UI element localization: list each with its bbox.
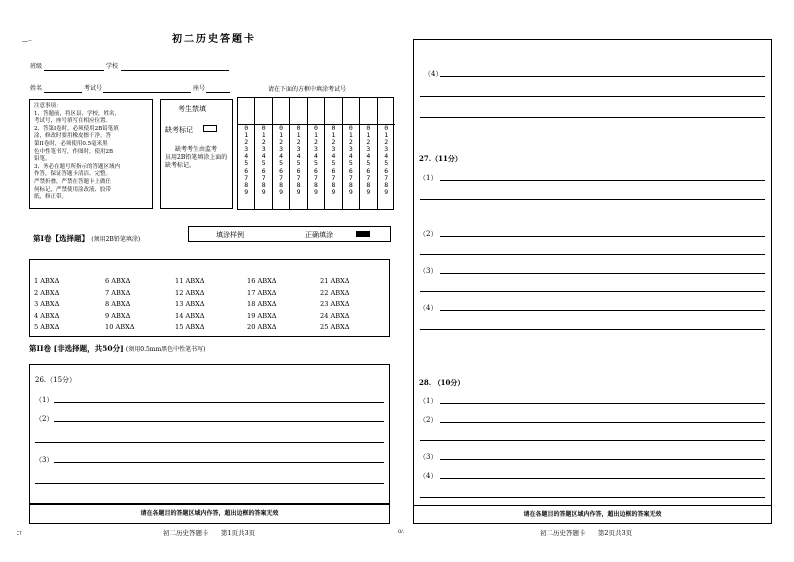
mc-question[interactable]: 13 ABXΔ: [175, 300, 205, 308]
exam-digit[interactable]: 6: [366, 166, 371, 175]
exam-digit[interactable]: 8: [279, 180, 284, 189]
exam-digit[interactable]: 9: [314, 187, 318, 196]
mc-question[interactable]: 14 ABXΔ: [175, 311, 205, 320]
exam-digit[interactable]: 8: [314, 180, 318, 189]
mc-question[interactable]: 15 ABXΔ: [175, 323, 205, 331]
exam-digit[interactable]: 7: [296, 173, 301, 182]
q28-item-3: （3）: [419, 453, 438, 461]
exam-no-label: 考试号: [84, 85, 103, 92]
exam-digit[interactable]: 5: [279, 159, 284, 168]
proctor-desc: [165, 146, 233, 170]
mc-question[interactable]: 21 ABXΔ: [320, 277, 350, 285]
warning-text: 请在各题目的答题区域内作答，超出边框的答案无效: [523, 511, 662, 518]
exam-grid-instruction: 请在下面的方框中填涂考试号: [268, 86, 347, 93]
exam-digit-column[interactable]: [325, 98, 342, 209]
mc-question[interactable]: 11 ABXΔ: [175, 277, 205, 285]
exam-digit[interactable]: 6: [331, 166, 336, 175]
exam-digit[interactable]: 7: [244, 173, 249, 182]
exam-digit[interactable]: 1: [366, 131, 371, 140]
exam-digit[interactable]: 3: [279, 145, 284, 154]
exam-digit[interactable]: 8: [331, 180, 336, 189]
class-label: 班级: [30, 63, 43, 70]
part1-note: (须用2B铅笔填涂): [91, 236, 141, 243]
mc-question[interactable]: 25 ABXΔ: [320, 323, 350, 331]
exam-digit-column[interactable]: [255, 98, 272, 209]
part1-heading: [33, 233, 140, 244]
exam-digit[interactable]: 6: [296, 166, 301, 175]
exam-digit[interactable]: 1: [331, 131, 336, 140]
exam-digit[interactable]: 6: [279, 166, 284, 175]
name-label: 姓名: [30, 85, 43, 92]
exam-digit[interactable]: 2: [366, 138, 371, 147]
part2-title: 第II卷 [非选择题，共50分]: [29, 344, 124, 353]
q27-line[interactable]: [440, 180, 765, 181]
correct-label: 正确填涂: [305, 231, 333, 239]
mc-question[interactable]: 16 ABXΔ: [247, 277, 277, 285]
notes-line: 1、答题前，将区县，学校，姓名，: [34, 110, 121, 117]
mc-question[interactable]: 9 ABXΔ: [105, 311, 131, 320]
notes-line: 作答，保证答题卡清洁、完整。: [34, 171, 112, 178]
exam-digit[interactable]: 2: [244, 138, 249, 147]
exam-digit[interactable]: 0: [366, 124, 371, 132]
exam-digit[interactable]: 1: [244, 131, 249, 140]
exam-digit[interactable]: 5: [331, 159, 336, 168]
notes-line: 第II卷时，必须使用0.5毫米黑: [34, 140, 108, 147]
mc-question[interactable]: 4 ABXΔ: [34, 311, 60, 320]
q28-line[interactable]: [440, 403, 765, 404]
exam-digit[interactable]: 4: [366, 152, 371, 161]
exam-digit[interactable]: 8: [348, 180, 353, 189]
notes-line: 纸、修正带。: [34, 194, 68, 201]
answer-line[interactable]: [420, 117, 765, 118]
exam-digit[interactable]: 9: [348, 187, 353, 196]
exam-digit[interactable]: 9: [296, 187, 301, 196]
q27-line[interactable]: [420, 254, 765, 255]
q27-line[interactable]: [420, 291, 765, 292]
correct-fill-sample: [356, 231, 370, 237]
mc-column: [105, 276, 135, 334]
notes-line: 涂，修改时要用橡皮擦干净。答: [34, 133, 112, 140]
exam-digit[interactable]: 0: [331, 124, 336, 132]
exam-digit-write-cell[interactable]: [378, 98, 395, 125]
exam-no-field[interactable]: [103, 92, 191, 93]
q26-item-3: （3）: [35, 456, 54, 464]
exam-digit[interactable]: 4: [331, 152, 336, 161]
exam-digit[interactable]: 9: [261, 187, 266, 196]
exam-digit[interactable]: 2: [279, 138, 284, 147]
exam-digit[interactable]: 9: [244, 187, 249, 196]
q26-title: 26.（15分）: [35, 376, 77, 384]
mc-question[interactable]: 7 ABXΔ: [105, 288, 131, 297]
exam-digit[interactable]: 0: [296, 124, 301, 132]
exam-digit[interactable]: 7: [261, 173, 266, 182]
proctor-desc-line: 缺考考生由监考: [175, 146, 218, 153]
q26-line[interactable]: [54, 462, 384, 463]
q27-item-3: （3）: [419, 267, 438, 275]
exam-digit[interactable]: 5: [314, 159, 318, 168]
exam-digit-column[interactable]: [343, 98, 360, 209]
exam-digit[interactable]: 5: [296, 159, 301, 168]
q26-line[interactable]: [54, 421, 384, 422]
prev-q-item-4: （4）: [424, 70, 443, 78]
mc-question[interactable]: 2 ABXΔ: [34, 288, 60, 297]
exam-digit[interactable]: 3: [261, 145, 266, 154]
mc-question[interactable]: 24 ABXΔ: [320, 311, 350, 320]
exam-digit-write-cell[interactable]: [360, 98, 376, 125]
mc-question[interactable]: 8 ABXΔ: [105, 300, 131, 308]
exam-digit-write-cell[interactable]: [290, 98, 306, 125]
q28-item-1: （1）: [419, 397, 438, 405]
footer-mid-mark: 0/.: [398, 529, 405, 535]
exam-digit[interactable]: 6: [244, 166, 249, 175]
footer-page-2: 初二历史答题卡 第2页共3页: [540, 529, 633, 537]
school-field[interactable]: [121, 70, 229, 71]
footer-page-1: 初二历史答题卡 第1页共3页: [163, 529, 256, 537]
q27-item-1: （1）: [419, 174, 438, 182]
exam-digit[interactable]: 9: [279, 187, 284, 196]
mc-question[interactable]: 6 ABXΔ: [105, 277, 131, 285]
q27-title: 27.（11分）: [419, 154, 462, 163]
exam-digit[interactable]: 4: [384, 152, 389, 161]
answer-line[interactable]: [440, 76, 765, 77]
page-title: 初二历史答题卡: [172, 34, 256, 45]
seat-field[interactable]: [206, 92, 230, 93]
exam-digit[interactable]: 3: [244, 145, 249, 154]
exam-digit[interactable]: 0: [384, 124, 389, 132]
exam-digit-write-cell[interactable]: [238, 98, 254, 125]
name-field[interactable]: [44, 92, 82, 93]
exam-digit[interactable]: 7: [314, 173, 318, 182]
exam-digit[interactable]: 9: [366, 187, 371, 196]
q26-line[interactable]: [35, 483, 384, 484]
warning-text: 请在各题目的答题区域内作答，超出边框的答案无效: [140, 510, 279, 517]
exam-digit[interactable]: 9: [331, 187, 336, 196]
exam-digit[interactable]: 2: [331, 138, 336, 147]
q26-item-2: （2）: [35, 415, 54, 423]
exam-digit[interactable]: 6: [314, 166, 318, 175]
footer-left-mark: コ: [16, 529, 23, 537]
legend-box: [188, 226, 391, 242]
exam-digit-column[interactable]: [273, 98, 290, 209]
exam-digit[interactable]: 0: [348, 124, 353, 132]
q27-line[interactable]: [440, 236, 765, 237]
notes-box: [29, 99, 153, 209]
exam-digit[interactable]: 2: [261, 138, 266, 147]
exam-digit[interactable]: 5: [261, 159, 266, 168]
proctor-title: 考生禁填: [178, 105, 206, 113]
mc-question[interactable]: 1 ABXΔ: [34, 277, 60, 285]
exam-digit-write-cell[interactable]: [308, 98, 324, 125]
exam-digit[interactable]: 8: [384, 180, 389, 189]
mc-column: [247, 276, 277, 334]
exam-digit[interactable]: 3: [366, 145, 371, 154]
exam-digit[interactable]: 8: [244, 180, 249, 189]
part2-heading: [29, 343, 206, 354]
warning-bar-left: [29, 504, 390, 524]
exam-digit-column[interactable]: [308, 98, 325, 209]
notes-line: 2、答第I卷时，必须使用2B铅笔填: [34, 125, 119, 132]
exam-digit[interactable]: 1: [348, 131, 353, 140]
exam-digit[interactable]: 7: [384, 173, 389, 182]
mc-question[interactable]: 17 ABXΔ: [247, 288, 277, 297]
school-label: 学校: [106, 63, 119, 70]
exam-digit-write-cell[interactable]: [325, 98, 341, 125]
part1-title: 第I卷【选择题】: [33, 234, 90, 243]
exam-digit[interactable]: 4: [279, 152, 284, 161]
q27-line[interactable]: [440, 273, 765, 274]
mc-column: [175, 276, 205, 334]
q28-item-4: （4）: [419, 472, 438, 480]
exam-digit[interactable]: 7: [279, 173, 284, 182]
q28-line[interactable]: [420, 497, 765, 498]
q28-line[interactable]: [420, 440, 765, 441]
q26-item-1: （1）: [35, 396, 54, 404]
exam-digit[interactable]: 1: [261, 131, 266, 140]
exam-digit[interactable]: 0: [279, 124, 284, 132]
warning-bar-right: [413, 505, 772, 524]
exam-digit[interactable]: 9: [384, 187, 389, 196]
q28-line[interactable]: [440, 478, 765, 479]
q27-line[interactable]: [420, 329, 765, 330]
exam-digit[interactable]: 5: [244, 159, 249, 168]
q27-line[interactable]: [440, 310, 765, 311]
exam-digit-column[interactable]: [378, 98, 395, 209]
exam-digit[interactable]: 7: [348, 173, 353, 182]
mc-question[interactable]: 10 ABXΔ: [105, 323, 135, 331]
notes-line: 色中性笔书写，作图时，使用2B: [34, 148, 114, 155]
mc-question[interactable]: 5 ABXΔ: [34, 323, 60, 331]
q28-title: 28. （10分）: [419, 378, 465, 387]
q26-line[interactable]: [35, 442, 384, 443]
notes-line: 考试号，座号填写在相应位置。: [34, 118, 112, 125]
exam-digit[interactable]: 2: [296, 138, 301, 147]
multiple-choice-box: [29, 259, 390, 337]
exam-digit[interactable]: 3: [384, 145, 389, 154]
mc-question[interactable]: 12 ABXΔ: [175, 288, 205, 297]
exam-digit-column[interactable]: [238, 98, 255, 209]
mc-column: [34, 276, 59, 334]
exam-digit[interactable]: 5: [384, 159, 389, 168]
mc-question[interactable]: 18 ABXΔ: [247, 300, 277, 308]
part2-note: (须用0.5mm黑色中性笔书写): [125, 346, 206, 353]
exam-digit[interactable]: 7: [366, 173, 371, 182]
mc-question[interactable]: 3 ABXΔ: [34, 300, 60, 308]
corner-mark: —··: [22, 38, 32, 45]
q26-line[interactable]: [54, 402, 384, 403]
exam-digit[interactable]: 3: [314, 145, 318, 154]
exam-digit[interactable]: 1: [314, 131, 318, 140]
exam-digit[interactable]: 3: [296, 145, 301, 154]
exam-digit-column[interactable]: [290, 98, 307, 209]
exam-digit[interactable]: 3: [348, 145, 353, 154]
exam-digit[interactable]: 3: [331, 145, 336, 154]
exam-digit[interactable]: 6: [261, 166, 266, 175]
notes-line: 严禁折叠，严禁在答题卡上做任: [34, 178, 112, 185]
q27-item-2: （2）: [419, 230, 438, 238]
mc-question[interactable]: 22 ABXΔ: [320, 288, 350, 297]
exam-digit-column[interactable]: [360, 98, 377, 209]
mc-question[interactable]: 23 ABXΔ: [320, 300, 350, 308]
mc-question[interactable]: 19 ABXΔ: [247, 311, 277, 320]
proctor-desc-line: 员用2B铅笔填涂上面的: [165, 154, 228, 161]
exam-digit[interactable]: 4: [261, 152, 266, 161]
q27-line[interactable]: [420, 199, 765, 200]
absent-label: 缺考标记: [165, 126, 193, 134]
mc-column: [320, 276, 350, 334]
notes-line: 何标记，严禁使用涂改液、胶带: [34, 186, 112, 193]
exam-digit[interactable]: 5: [366, 159, 371, 168]
exam-digit[interactable]: 0: [244, 124, 249, 132]
exam-digit[interactable]: 8: [366, 180, 371, 189]
class-field[interactable]: [44, 70, 104, 71]
exam-digit[interactable]: 7: [331, 173, 336, 182]
exam-digit[interactable]: 4: [244, 152, 249, 161]
exam-digit[interactable]: 0: [314, 124, 318, 132]
exam-digit[interactable]: 0: [261, 124, 266, 132]
example-label: 填涂样例: [216, 231, 244, 239]
exam-digit[interactable]: 6: [348, 166, 353, 175]
exam-digit[interactable]: 1: [384, 131, 389, 140]
exam-digit-write-cell[interactable]: [255, 98, 271, 125]
exam-digit[interactable]: 1: [296, 131, 301, 140]
exam-digit[interactable]: 2: [348, 138, 353, 147]
exam-digit[interactable]: 4: [348, 152, 353, 161]
notes-title: 注意事项：: [34, 103, 62, 109]
q27-item-4: （4）: [419, 304, 438, 312]
exam-digit[interactable]: 6: [384, 166, 389, 175]
exam-digit-write-cell[interactable]: [273, 98, 289, 125]
exam-digit[interactable]: 1: [279, 131, 284, 140]
exam-digit[interactable]: 4: [296, 152, 301, 161]
q26-answer-area: [29, 364, 390, 504]
exam-digit[interactable]: 2: [314, 138, 318, 147]
answer-line[interactable]: [420, 96, 765, 97]
exam-digit[interactable]: 5: [348, 159, 353, 168]
notes-line: 3、务必在题号所指示的答题区域内: [34, 163, 121, 170]
exam-number-grid: [237, 97, 394, 210]
q28-line[interactable]: [440, 459, 765, 460]
notes-line: 铅笔。: [34, 156, 51, 163]
mc-question[interactable]: 20 ABXΔ: [247, 323, 277, 331]
exam-digit[interactable]: 4: [314, 152, 318, 161]
exam-digit[interactable]: 8: [261, 180, 266, 189]
absent-checkbox[interactable]: [203, 125, 217, 132]
q28-line[interactable]: [440, 422, 765, 423]
exam-digit[interactable]: 8: [296, 180, 301, 189]
right-answer-panel: [413, 39, 772, 524]
proctor-desc-line: 缺考标记。: [165, 162, 196, 169]
proctor-box: [160, 99, 233, 209]
exam-digit-write-cell[interactable]: [343, 98, 359, 125]
seat-label: 座号: [193, 85, 206, 92]
q28-item-2: （2）: [419, 416, 438, 424]
exam-digit[interactable]: 2: [384, 138, 389, 147]
